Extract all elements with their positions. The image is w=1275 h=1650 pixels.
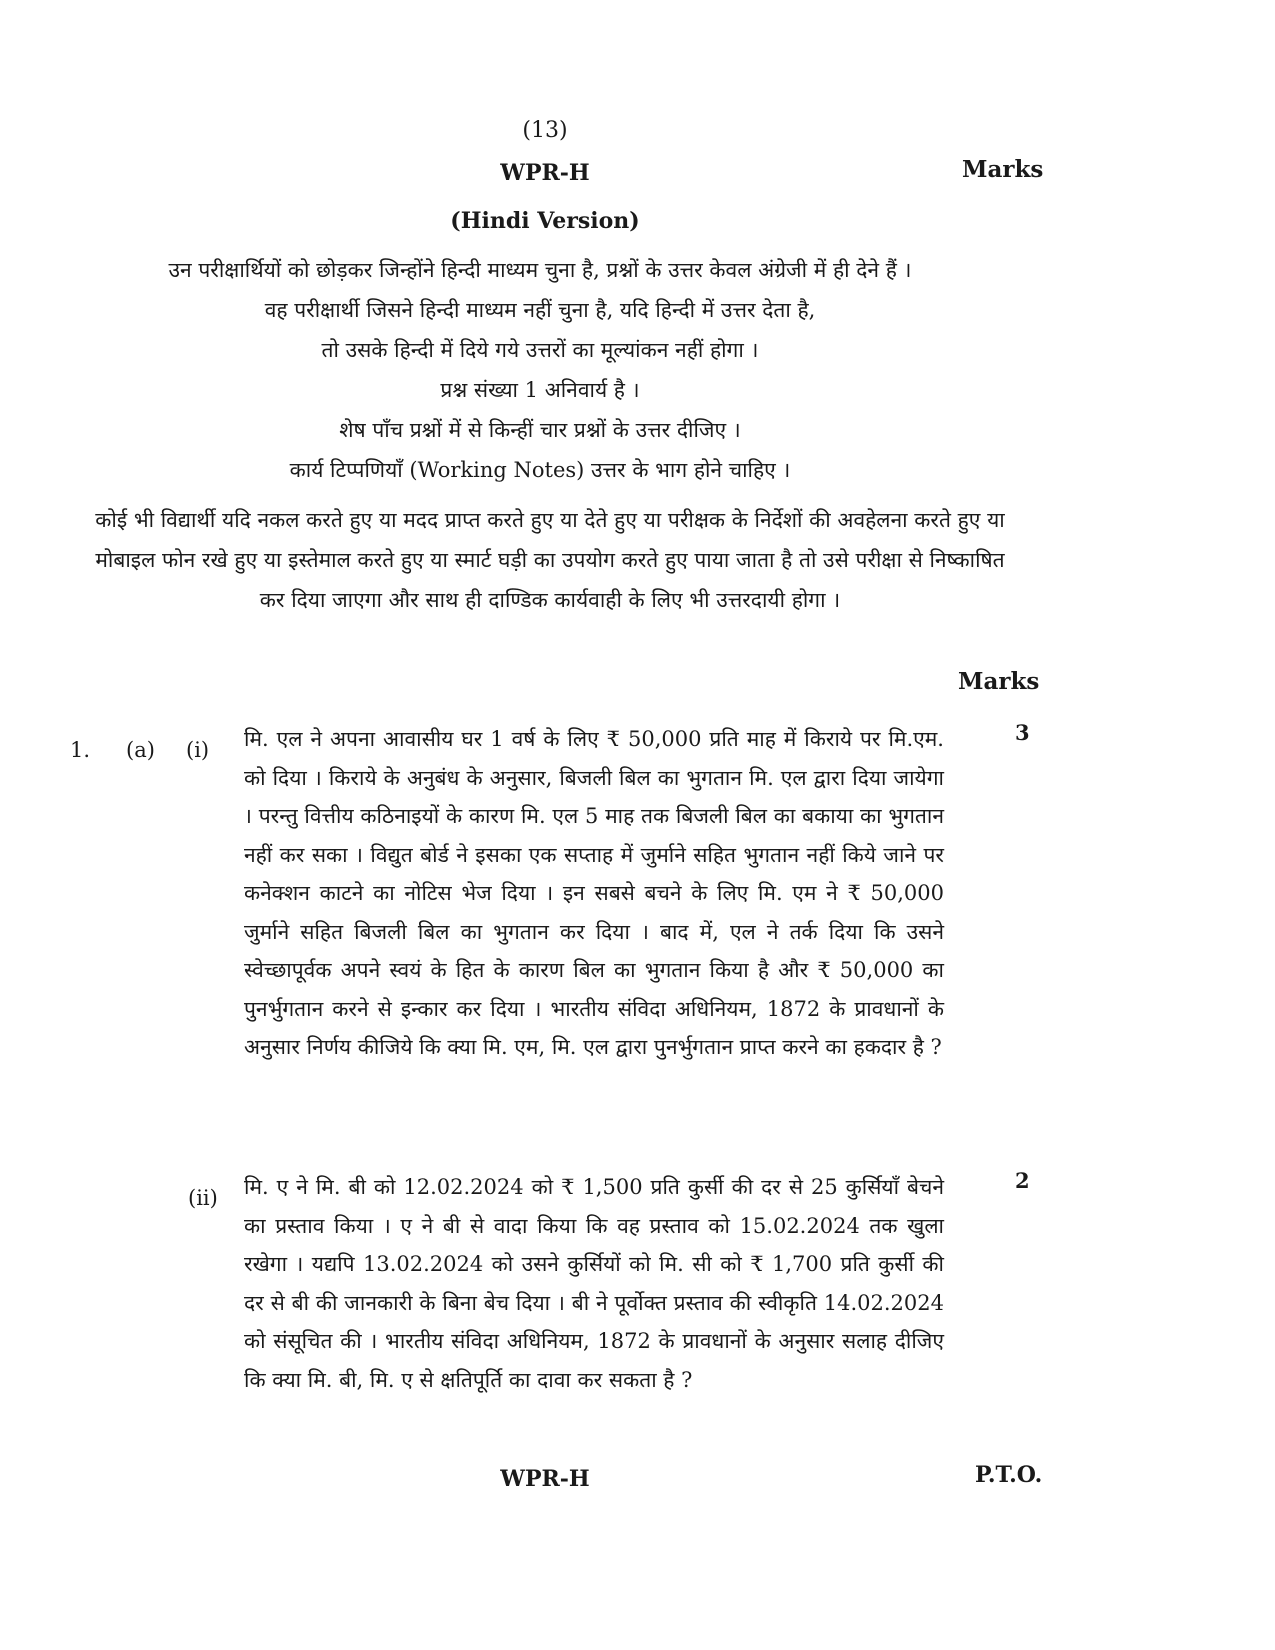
instructions-block (60, 250, 1020, 490)
paper-code-footer: WPR-H (500, 1466, 590, 1492)
subpart-label-i: (i) (186, 738, 210, 762)
subpart-marks-ii: 2 (1015, 1168, 1030, 1193)
malpractice-warning: कोई भी विद्यार्थी यदि नकल करते हुए या मदद प्राप्त करते हुए या देते हुए या परीक्षक के निर्देशों की अवहेलना करते हुए या मोबाइल फोन रखे हुए या इस्तेमाल करते हुए या स्मार्ट घड़ी का उपयोग करते हुए पाया जाता है तो उसे परीक्षा से निष्काषित कर दिया जाएगा और साथ ही दाण्डिक कार्यवाही के लिए भी उत्तरदायी होगा । (95, 508, 1005, 612)
instruction-line: प्रश्न संख्या 1 अनिवार्य है । (440, 378, 640, 402)
pto-label: P.T.O. (975, 1462, 1043, 1488)
instruction-line: शेष पाँच प्रश्नों में से किन्हीं चार प्रश्नों के उत्तर दीजिए । (339, 418, 741, 442)
instruction-line: वह परीक्षार्थी जिसने हिन्दी माध्यम नहीं चुना है, यदि हिन्दी में उत्तर देता है, (264, 298, 816, 322)
version-heading: (Hindi Version) (450, 208, 640, 234)
page-number: (13) (522, 118, 568, 143)
instruction-line: तो उसके हिन्दी में दिये गये उत्तरों का मूल्यांकन नहीं होगा । (321, 338, 759, 362)
subpart-marks-i: 3 (1015, 720, 1030, 745)
marks-label-top: Marks (962, 156, 1044, 183)
subpart-label-ii: (ii) (188, 1186, 218, 1210)
paper-code-header: WPR-H (500, 160, 590, 186)
subpart-text-i: मि. एल ने अपना आवासीय घर 1 वर्ष के लिए ₹ 50,000 प्रति माह में किराये पर मि.एम. को दिया । किराये के अनुबंध के अनुसार, बिजली बिल का भुगतान मि. एल द्वारा दिया जायेगा । परन्तु वित्तीय कठिनाइयों के कारण मि. एल 5 माह तक बिजली बिल का बकाया का भुगतान नहीं कर सका । विद्युत बोर्ड ने इसका एक सप्ताह में जुर्माने सहित भुगतान नहीं किये जाने पर कनेक्शन काटने का नोटिस भेज दिया । इन सबसे बचने के लिए मि. एम ने ₹ 50,000 जुर्माने सहित बिजली बिल का भुगतान कर दिया । बाद में, एल ने तर्क दिया कि उसने स्वेच्छापूर्वक अपने स्वयं के हित के कारण बिल का भुगतान किया है और ₹ 50,000 का पुनर्भुगतान करने से इन्कार कर दिया । भारतीय संविदा अधिनियम, 1872 के प्रावधानों के अनुसार निर्णय कीजिये कि क्या मि. एम, मि. एल द्वारा पुनर्भुगतान प्राप्त करने का हकदार है ? (244, 727, 944, 1059)
instruction-line: उन परीक्षार्थियों को छोड़कर जिन्होंने हिन्दी माध्यम चुना है, प्रश्नों के उत्तर केवल अंग्रेजी में ही देने हैं । (168, 258, 912, 282)
question-number: 1. (70, 738, 91, 762)
marks-heading: Marks (958, 668, 1040, 695)
subpart-text-ii: मि. ए ने मि. बी को 12.02.2024 को ₹ 1,500 प्रति कुर्सी की दर से 25 कुर्सियाँ बेचने का प्रस्ताव किया । ए ने बी से वादा किया कि वह प्रस्ताव को 15.02.2024 तक खुला रखेगा । यद्यपि 13.02.2024 को उसने कुर्सियों को मि. सी को ₹ 1,700 प्रति कुर्सी की दर से बी की जानकारी के बिना बेच दिया । बी ने पूर्वोक्त प्रस्ताव की स्वीकृति 14.02.2024 को संसूचित की । भारतीय संविदा अधिनियम, 1872 के प्रावधानों के अनुसार सलाह दीजिए कि क्या मि. बी, मि. ए से क्षतिपूर्ति का दावा कर सकता है ? (244, 1175, 945, 1392)
instruction-line: कार्य टिप्पणियाँ (Working Notes) उत्तर के भाग होने चाहिए । (289, 458, 791, 482)
question-part-label: (a) (126, 738, 155, 762)
